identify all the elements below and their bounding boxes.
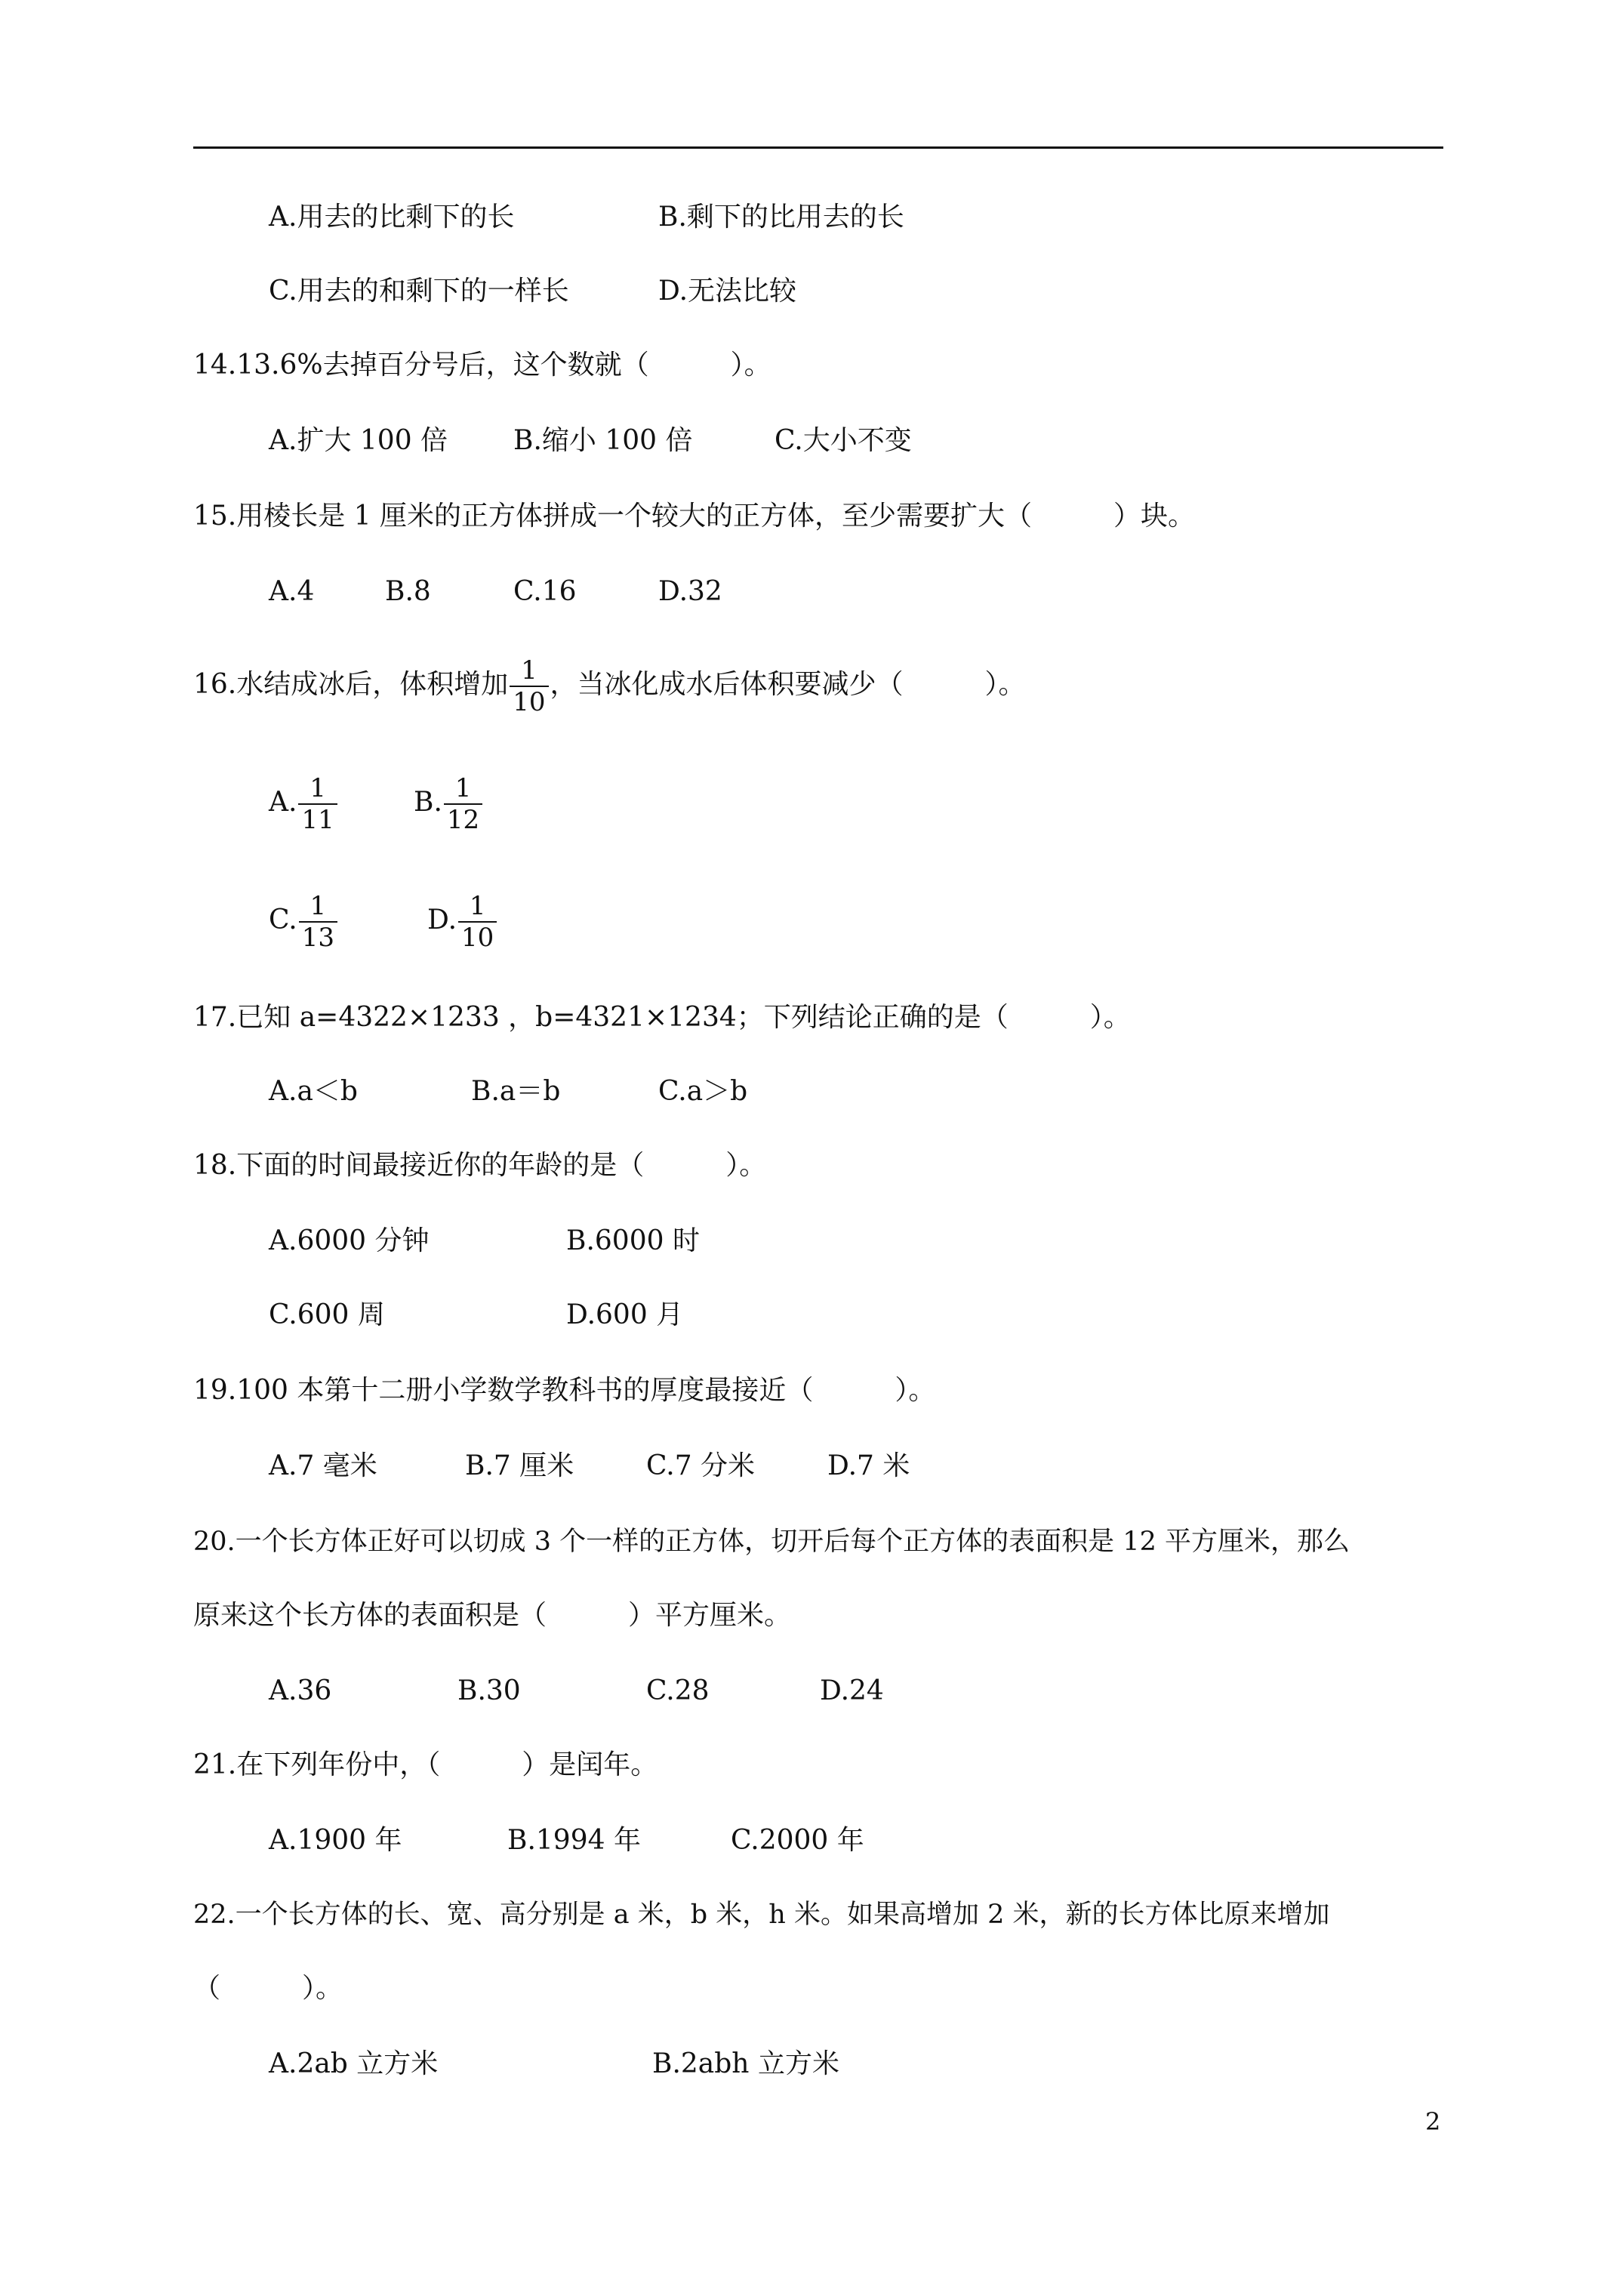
- q14-stem: 14.13.6%去掉百分号后，这个数就（ ）。: [193, 350, 771, 381]
- q17-option-c[interactable]: C.a＞b: [658, 1076, 748, 1107]
- option-fraction: [299, 891, 337, 953]
- q20-option-c[interactable]: C.28: [646, 1675, 710, 1706]
- q19-option-c[interactable]: C.7 分米: [646, 1450, 756, 1481]
- q16-stem: [193, 655, 1026, 717]
- q16-stem-before: 16.水结成冰后，体积增加: [193, 669, 509, 700]
- q18-option-a[interactable]: A.6000 分钟: [269, 1225, 430, 1256]
- q13-option-d[interactable]: D.无法比较: [658, 276, 797, 307]
- q18-stem: 18.下面的时间最接近你的年龄的是（ ）。: [193, 1150, 767, 1181]
- fraction-denominator: 10: [510, 686, 548, 717]
- q21-stem: 21.在下列年份中，（ ）是闰年。: [193, 1749, 658, 1780]
- q17-option-a[interactable]: A.a＜b: [269, 1076, 358, 1107]
- q19-option-d[interactable]: D.7 米: [827, 1450, 910, 1481]
- q16-option-c[interactable]: [269, 891, 339, 953]
- q18-option-d[interactable]: D.600 月: [566, 1299, 684, 1330]
- q15-option-b[interactable]: B.8: [385, 576, 431, 607]
- q20-option-a[interactable]: A.36: [269, 1675, 332, 1706]
- q19-option-a[interactable]: A.7 毫米: [269, 1450, 377, 1481]
- fraction-denominator: 10: [458, 921, 497, 953]
- q19-stem: 19.100 本第十二册小学数学教科书的厚度最接近（ ）。: [193, 1375, 936, 1406]
- q19-option-b[interactable]: B.7 厘米: [465, 1450, 574, 1481]
- q16-option-b[interactable]: [414, 773, 484, 835]
- q14-option-c[interactable]: C.大小不变: [775, 425, 912, 456]
- fraction-numerator: 1: [310, 773, 326, 803]
- q21-option-c[interactable]: C.2000 年: [731, 1825, 864, 1856]
- option-label: D.: [427, 905, 457, 935]
- q22-option-a[interactable]: A.2ab 立方米: [269, 2048, 439, 2079]
- q13-option-c[interactable]: C.用去的和剩下的一样长: [269, 276, 569, 307]
- q22-option-b[interactable]: B.2abh 立方米: [652, 2048, 839, 2079]
- q20-stem-line-2: 原来这个长方体的表面积是（ ）平方厘米。: [193, 1600, 792, 1631]
- q17-option-b[interactable]: B.a＝b: [471, 1076, 561, 1107]
- q15-stem: 15.用棱长是 1 厘米的正方体拼成一个较大的正方体，至少需要扩大（ ）块。: [193, 501, 1196, 532]
- q13-option-b[interactable]: B.剩下的比用去的长: [658, 202, 904, 233]
- option-fraction: [444, 773, 482, 835]
- q21-option-a[interactable]: A.1900 年: [269, 1825, 402, 1856]
- q14-option-b[interactable]: B.缩小 100 倍: [513, 425, 693, 456]
- q13-option-a[interactable]: A.用去的比剩下的长: [269, 202, 515, 233]
- option-fraction: [298, 773, 337, 835]
- q14-option-a[interactable]: A.扩大 100 倍: [269, 425, 448, 456]
- q20-option-d[interactable]: D.24: [820, 1675, 884, 1706]
- q16-stem-fraction: [510, 655, 548, 717]
- q20-stem-line-1: 20.一个长方体正好可以切成 3 个一样的正方体，切开后每个正方体的表面积是 12 平方厘米，那么: [193, 1527, 1350, 1557]
- fraction-numerator: 1: [454, 773, 472, 803]
- option-label: B.: [414, 787, 442, 818]
- fraction-numerator: 1: [521, 655, 537, 686]
- q18-option-b[interactable]: B.6000 时: [566, 1225, 700, 1256]
- q21-option-b[interactable]: B.1994 年: [507, 1825, 641, 1856]
- page-number: 2: [1425, 2107, 1441, 2136]
- fraction-denominator: 13: [299, 921, 337, 953]
- q15-option-d[interactable]: D.32: [658, 576, 722, 607]
- fraction-numerator: 1: [469, 891, 486, 921]
- option-fraction: [458, 891, 497, 953]
- q22-stem-line-2: （ ）。: [193, 1973, 343, 2004]
- q22-stem-line-1: 22.一个长方体的长、宽、高分别是 a 米，b 米，h 米。如果高增加 2 米，新的长方体比原来增加: [193, 1900, 1330, 1930]
- q18-option-c[interactable]: C.600 周: [269, 1299, 385, 1330]
- fraction-numerator: 1: [310, 891, 327, 921]
- q15-option-a[interactable]: A.4: [269, 576, 315, 607]
- q15-option-c[interactable]: C.16: [513, 576, 577, 607]
- q16-option-d[interactable]: [427, 891, 498, 953]
- q20-option-b[interactable]: B.30: [457, 1675, 521, 1706]
- fraction-denominator: 12: [444, 803, 482, 835]
- option-label: C.: [269, 905, 297, 935]
- q17-stem: 17.已知 a=4322×1233 ，b=4321×1234；下列结论正确的是（ ）。: [193, 1002, 1131, 1033]
- q16-option-a[interactable]: [269, 773, 339, 835]
- q16-stem-after: ，当冰化成水后体积要减少（ ）。: [550, 669, 1026, 700]
- option-label: A.: [269, 787, 297, 818]
- fraction-denominator: 11: [298, 803, 337, 835]
- header-rule: [193, 146, 1443, 149]
